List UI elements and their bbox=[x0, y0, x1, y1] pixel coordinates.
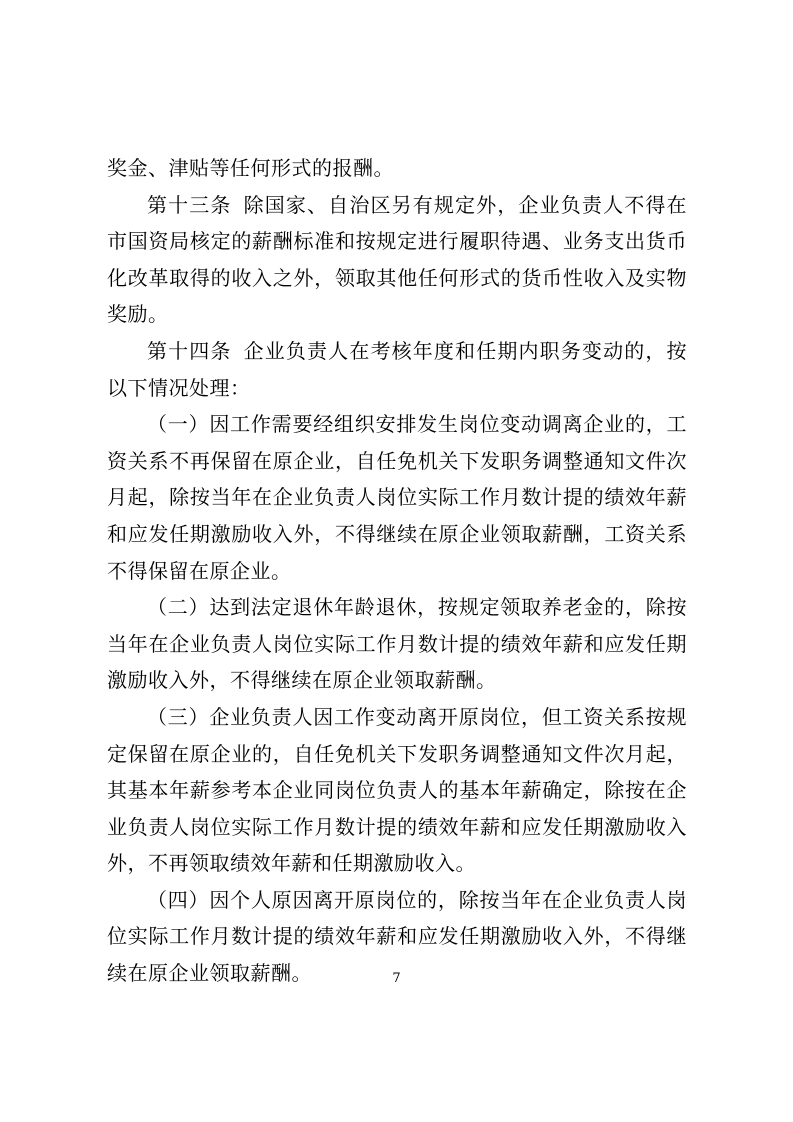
paragraph-text: （三）企业负责人因工作变动离开原岗位，但工资关系按规定保留在原企业的，自任免机关下发职务调整通知文件次月起， 其基本年薪参考本企业同岗位负责人的基本年薪确定，除按在企业负责人岗位实际工作月数计提的绩效年薪和应发任期激励收入外，不再领取绩效年薪和任期激励收入。 bbox=[107, 704, 687, 876]
page-number: 7 bbox=[392, 971, 401, 986]
article-13-paragraph bbox=[107, 187, 687, 333]
clause-3-paragraph bbox=[107, 699, 687, 882]
clause-1-paragraph bbox=[107, 406, 687, 589]
paragraph-text: 企业负责人在考核年度和任期内职务变动的，按以下情况处理： bbox=[107, 338, 688, 400]
clause-2-paragraph bbox=[107, 589, 687, 699]
article-number: 第十三条 bbox=[147, 192, 232, 217]
article-number: 第十四条 bbox=[147, 338, 232, 363]
paragraph-continuation bbox=[107, 150, 687, 187]
article-14-paragraph bbox=[107, 333, 687, 406]
paragraph-text: （一）因工作需要经组织安排发生岗位变动调离企业的，工资关系不再保留在原企业，自任免机关下发职务调整通知文件次月起，除按当年在企业负责人岗位实际工作月数计提的绩效年薪和应发任期激励收入外，不得继续在原企业领取薪酬，工资关系不得保留在原企业。 bbox=[107, 412, 687, 583]
paragraph-text: 奖金、津贴等任何形式的报酬。 bbox=[107, 156, 394, 180]
document-body bbox=[107, 150, 687, 992]
paragraph-text: （四）因个人原因离开原岗位的，除按当年在企业负责人岗位实际工作月数计提的绩效年薪和应发任期激励收入外，不得继续在原企业领取薪酬。 bbox=[107, 887, 687, 986]
paragraph-text: （二）达到法定退休年龄退休，按规定领取养老金的，除按当年在企业负责人岗位实际工作月数计提的绩效年薪和应发任期激励收入外，不得继续在原企业领取薪酬。 bbox=[107, 595, 687, 693]
paragraph-text: 除国家、自治区另有规定外，企业负责人不得在市国资局核定的薪酬标准和按规定进行履职待遇、业务支出货币化改革取得的收入之外，领取其他任何形式的货币性收入及实物奖励。 bbox=[107, 192, 688, 327]
